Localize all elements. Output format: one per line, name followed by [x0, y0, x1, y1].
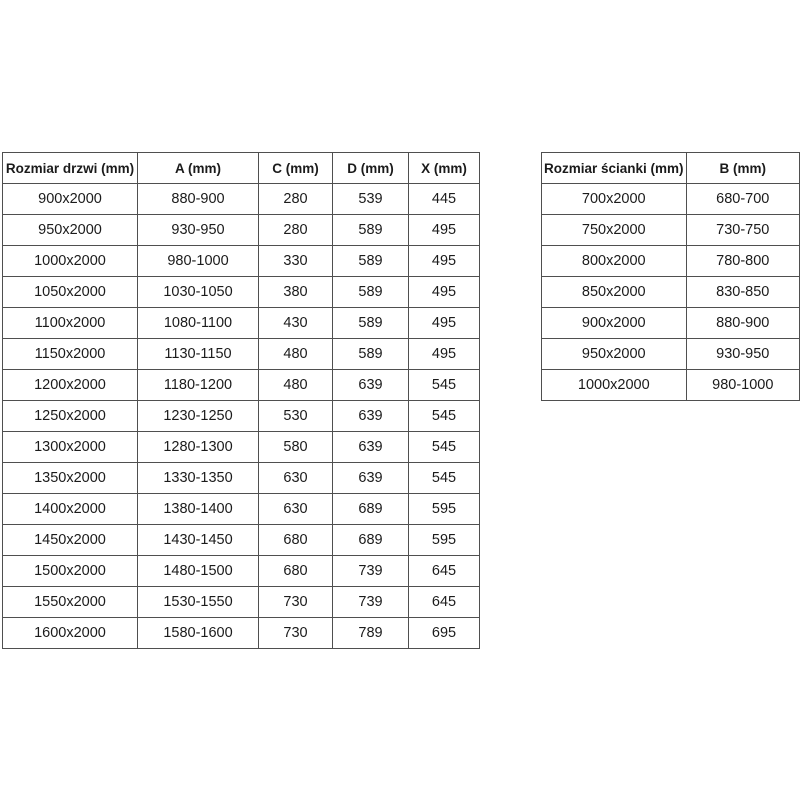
table-row	[3, 246, 480, 277]
table-cell: 1050x2000	[3, 277, 138, 308]
table-cell: 1030-1050	[138, 277, 259, 308]
table-row	[3, 370, 480, 401]
table-cell: 880-900	[686, 308, 799, 339]
column-header: B (mm)	[686, 153, 799, 184]
table-cell: 1600x2000	[3, 618, 138, 649]
wall-sizes-table	[541, 152, 800, 401]
column-header: X (mm)	[409, 153, 480, 184]
table-cell: 480	[259, 339, 333, 370]
table-cell: 639	[333, 401, 409, 432]
table-row	[3, 401, 480, 432]
column-header: A (mm)	[138, 153, 259, 184]
table-row	[3, 618, 480, 649]
table-cell: 695	[409, 618, 480, 649]
table-cell: 430	[259, 308, 333, 339]
table-cell: 1400x2000	[3, 494, 138, 525]
table-cell: 900x2000	[542, 308, 687, 339]
table-cell: 689	[333, 525, 409, 556]
table-row	[542, 215, 800, 246]
table-cell: 495	[409, 246, 480, 277]
table-row	[3, 494, 480, 525]
table-cell: 780-800	[686, 246, 799, 277]
column-header: C (mm)	[259, 153, 333, 184]
table-cell: 1250x2000	[3, 401, 138, 432]
table-row	[3, 525, 480, 556]
table-cell: 680	[259, 556, 333, 587]
table-cell: 545	[409, 463, 480, 494]
table-cell: 1530-1550	[138, 587, 259, 618]
table-cell: 630	[259, 494, 333, 525]
table-cell: 930-950	[138, 215, 259, 246]
table-cell: 900x2000	[3, 184, 138, 215]
table-cell: 589	[333, 246, 409, 277]
table-cell: 639	[333, 370, 409, 401]
table-row	[3, 587, 480, 618]
table-cell: 580	[259, 432, 333, 463]
table-cell: 1300x2000	[3, 432, 138, 463]
table-cell: 589	[333, 308, 409, 339]
table-row	[3, 277, 480, 308]
table-cell: 1000x2000	[542, 370, 687, 401]
table-cell: 1150x2000	[3, 339, 138, 370]
table-cell: 800x2000	[542, 246, 687, 277]
table-cell: 1380-1400	[138, 494, 259, 525]
table-cell: 589	[333, 339, 409, 370]
table-cell: 739	[333, 556, 409, 587]
table-cell: 495	[409, 277, 480, 308]
column-header: Rozmiar drzwi (mm)	[3, 153, 138, 184]
table-row	[542, 308, 800, 339]
table-cell: 1350x2000	[3, 463, 138, 494]
table-row	[3, 463, 480, 494]
table-cell: 689	[333, 494, 409, 525]
table-cell: 1200x2000	[3, 370, 138, 401]
table-row	[3, 308, 480, 339]
column-header: Rozmiar ścianki (mm)	[542, 153, 687, 184]
table-cell: 589	[333, 215, 409, 246]
table-cell: 589	[333, 277, 409, 308]
table-cell: 1450x2000	[3, 525, 138, 556]
table-cell: 595	[409, 525, 480, 556]
table-row	[3, 215, 480, 246]
table-cell: 330	[259, 246, 333, 277]
table-cell: 530	[259, 401, 333, 432]
table-cell: 480	[259, 370, 333, 401]
column-header: D (mm)	[333, 153, 409, 184]
table-row	[3, 339, 480, 370]
table-cell: 700x2000	[542, 184, 687, 215]
table-cell: 639	[333, 432, 409, 463]
table-cell: 950x2000	[3, 215, 138, 246]
table-cell: 495	[409, 308, 480, 339]
table-cell: 380	[259, 277, 333, 308]
table-cell: 639	[333, 463, 409, 494]
table-cell: 595	[409, 494, 480, 525]
table-cell: 1100x2000	[3, 308, 138, 339]
table-cell: 495	[409, 339, 480, 370]
table-cell: 630	[259, 463, 333, 494]
table-cell: 850x2000	[542, 277, 687, 308]
table-cell: 645	[409, 587, 480, 618]
header-row	[542, 153, 800, 184]
table-cell: 980-1000	[686, 370, 799, 401]
table-cell: 539	[333, 184, 409, 215]
table-cell: 980-1000	[138, 246, 259, 277]
table-cell: 930-950	[686, 339, 799, 370]
table-row	[3, 556, 480, 587]
table-cell: 1500x2000	[3, 556, 138, 587]
header-row	[3, 153, 480, 184]
table-row	[542, 277, 800, 308]
table-cell: 750x2000	[542, 215, 687, 246]
table-cell: 1080-1100	[138, 308, 259, 339]
door-sizes-table	[2, 152, 480, 649]
table-cell: 830-850	[686, 277, 799, 308]
table-cell: 1180-1200	[138, 370, 259, 401]
table-cell: 730	[259, 618, 333, 649]
table-cell: 280	[259, 215, 333, 246]
table-cell: 280	[259, 184, 333, 215]
table-row	[542, 339, 800, 370]
table-cell: 680	[259, 525, 333, 556]
table-cell: 1000x2000	[3, 246, 138, 277]
table-cell: 495	[409, 215, 480, 246]
table-cell: 880-900	[138, 184, 259, 215]
wall-sizes-table-container	[541, 152, 800, 401]
table-cell: 545	[409, 432, 480, 463]
table-cell: 545	[409, 401, 480, 432]
table-cell: 1480-1500	[138, 556, 259, 587]
table-row	[542, 246, 800, 277]
door-sizes-table-container	[2, 152, 480, 649]
table-cell: 1280-1300	[138, 432, 259, 463]
table-cell: 645	[409, 556, 480, 587]
table-cell: 1430-1450	[138, 525, 259, 556]
table-cell: 445	[409, 184, 480, 215]
table-row	[3, 184, 480, 215]
table-row	[542, 370, 800, 401]
table-cell: 730-750	[686, 215, 799, 246]
table-cell: 789	[333, 618, 409, 649]
table-cell: 545	[409, 370, 480, 401]
table-cell: 680-700	[686, 184, 799, 215]
table-cell: 739	[333, 587, 409, 618]
table-cell: 1330-1350	[138, 463, 259, 494]
table-row	[3, 432, 480, 463]
table-cell: 730	[259, 587, 333, 618]
table-cell: 1580-1600	[138, 618, 259, 649]
table-row	[542, 184, 800, 215]
table-cell: 950x2000	[542, 339, 687, 370]
table-cell: 1130-1150	[138, 339, 259, 370]
table-cell: 1550x2000	[3, 587, 138, 618]
table-cell: 1230-1250	[138, 401, 259, 432]
